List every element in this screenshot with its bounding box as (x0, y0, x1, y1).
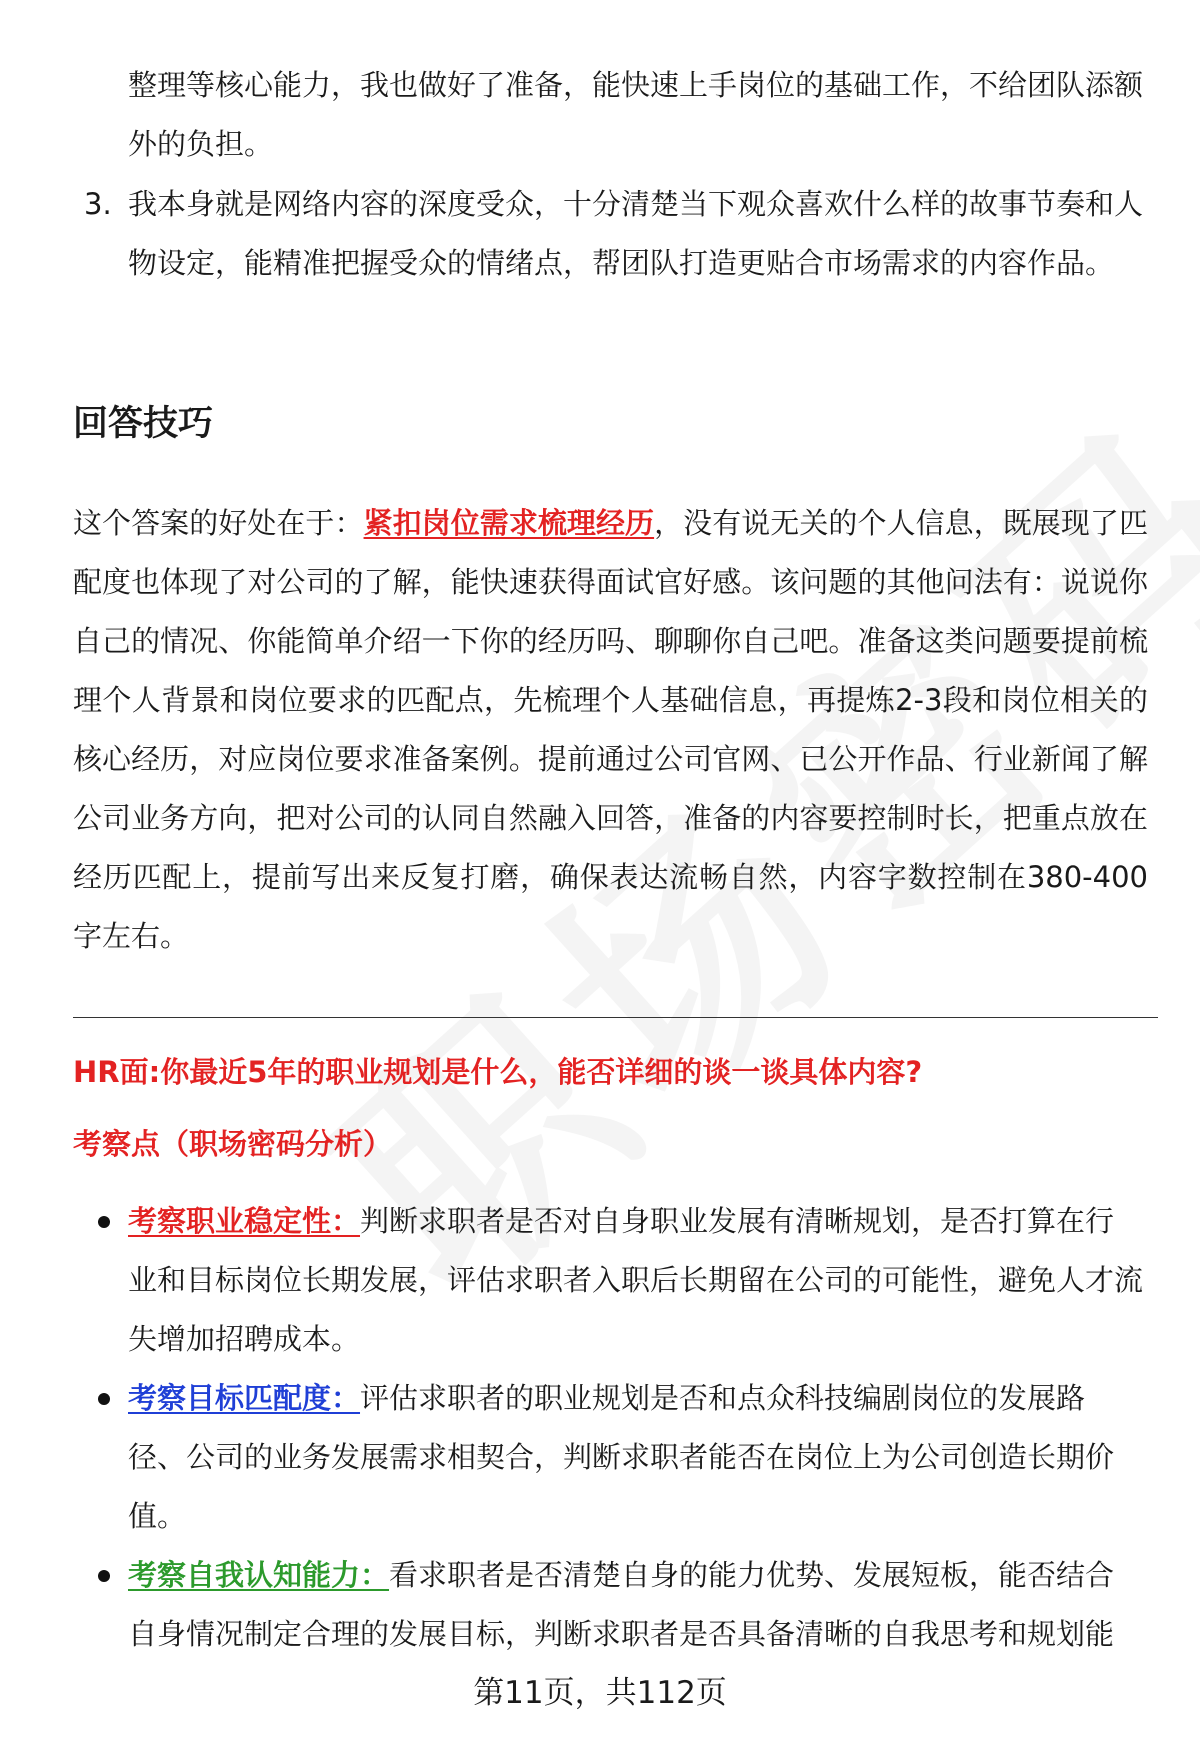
numbered-list-item (84, 175, 1144, 293)
point-text: 看求职者是否清楚自身的能力优势、发展短板，能否结合自身情况制定合理的发展目标，判断求职者是否具备清晰的自我思考和规划能 (128, 1558, 1115, 1651)
point-text: 评估求职者的职业规划是否和点众科技编剧岗位的发展路径、公司的业务发展需求相契合，判断求职者能否在岗位上为公司创造长期价值。 (128, 1381, 1115, 1533)
point-key: 考察自我认知能力： (128, 1558, 390, 1592)
point-key: 考察职业稳定性： (128, 1204, 361, 1238)
list-item (96, 1192, 1151, 1369)
continuation-text: 整理等核心能力，我也做好了准备，能快速上手岗位的基础工作，不给团队添额外的负担。 (128, 68, 1144, 161)
page-number-footer: 第11页，共112页 (473, 1675, 727, 1711)
bullet-icon (96, 1546, 128, 1664)
assessment-points-list (96, 1192, 1151, 1664)
highlight-phrase: 紧扣岗位需求梳理经历 (363, 506, 655, 540)
bullet-icon (96, 1369, 128, 1546)
list-item (96, 1369, 1151, 1546)
point-text: 判断求职者是否对自身职业发展有清晰规划，是否打算在行业和目标岗位长期发展，评估求职者入职后长期留在公司的可能性，避免人才流失增加招聘成本。 (128, 1204, 1144, 1356)
list-item (96, 1546, 1151, 1664)
point-key: 考察目标匹配度： (128, 1381, 361, 1415)
bullet-icon (96, 1192, 128, 1369)
answer-tips-paragraph (73, 494, 1148, 966)
points-heading: 考察点（职场密码分析） (73, 1127, 393, 1161)
list-item-text: 我本身就是网络内容的深度受众，十分清楚当下观众喜欢什么样的故事节奏和人物设定，能精准把握受众的情绪点，帮团队打造更贴合市场需求的内容作品。 (128, 187, 1144, 280)
list-number: 3. (84, 187, 112, 221)
interview-question: HR面:你最近5年的职业规划是什么，能否详细的谈一谈具体内容? (73, 1055, 923, 1089)
section-title: 回答技巧 (73, 404, 214, 444)
paragraph-prefix: 这个答案的好处在于： (73, 506, 364, 540)
paragraph-body: ，没有说无关的个人信息，既展现了匹配度也体现了对公司的了解，能快速获得面试官好感。该问题的其他问法有：说说你自己的情况、你能简单介绍一下你的经历吗、聊聊你自己吧。准备这类问题要提前梳理个人背景和岗位要求的匹配点，先梳理个人基础信息，再提炼2-3段和岗位相关的核心经历，对应岗位要求准备案例。提前通过公司官网、已公开作品、行业新闻了解公司业务方向，把对公司的认同自然融入回答，准备的内容要控制时长，把重点放在经历匹配上，提前写出来反复打磨，确保表达流畅自然，内容字数控制在380-400字左右。 (73, 506, 1148, 953)
divider (73, 1017, 1158, 1018)
